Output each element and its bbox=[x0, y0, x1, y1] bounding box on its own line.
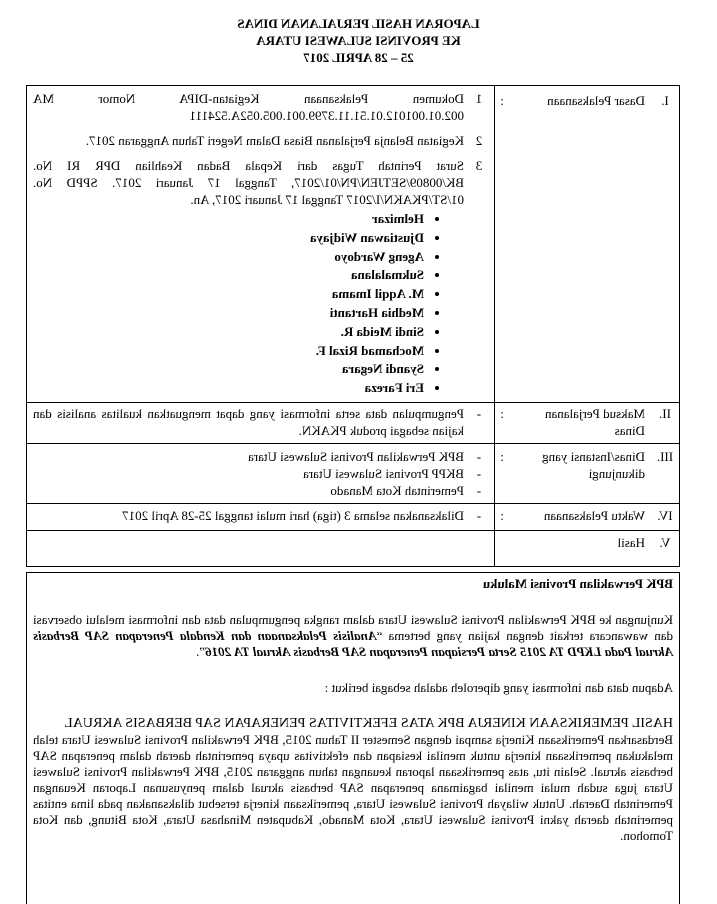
name-item: • Helmizar bbox=[33, 210, 424, 229]
paragraph: Berdasarkan Pemeriksaan Kinerja sampai dengan Semester II Tahun 2015, BPK Perwakilan Provinsi Sulawesi Utara telah melakukan pemeriksaan kinerja untuk menilai kesiapan dan efektivitas upaya pemerintah daerah dalam penerapan SAP berbasis akrual. Selain itu, atas pemeriksaan laporan keuangan tahun anggaran 2015, BPK Perwakilan Provinsi Sulawesi Utara juga sudah mulai menilai bagaimana penerapan SAP berbasis akrual dalam penyusunan Laporan Keuangan Pemerintah Daerah. Untuk wilayah Provinsi Sulawesi Utara, pemeriksaan kinerja tersebut dilaksanakan pada lima entitas pemerintah daerah yakni Provinsi Sulawesi Utara, Kota Manado, Kabupaten Minahasa Utara, Kota Bitung, dan Kota Tomohon. bbox=[33, 732, 673, 843]
name-item: • Sukmalalana bbox=[33, 266, 424, 285]
paragraph-text: ”. bbox=[196, 644, 206, 659]
row-label: Maksud Perjalanan Dinas bbox=[509, 402, 651, 443]
section-heading: BPK Perwakilan Provinsi Maluku bbox=[482, 576, 673, 591]
item-text: Dokumen Pelaksanaan Kegiatan-DIPA Nomor MA 002.01.001012.01.51.11.3799.001.005.052A.524111 bbox=[33, 91, 464, 123]
list-item bbox=[33, 465, 494, 482]
subheading: HASIL PEMERIKSAAN KINERJA BPK ATAS EFEKTIVITAS PENERAPAN SAP BERBASIS AKRUAL bbox=[64, 716, 673, 731]
row-label: Waktu Pelaksanaan bbox=[509, 503, 651, 530]
row-number: I. bbox=[651, 86, 680, 403]
row-waktu-pelaksanaan bbox=[27, 503, 680, 530]
row-hasil bbox=[27, 530, 680, 566]
dash: - bbox=[476, 482, 482, 498]
item-text: Surat Perintah Tugas dari Kepala Badan Keahlian DPR RI No. BK/00809/SETJEN/PN/01/2017, Tanggal 17 Januari 2017. SPPD No. 01/ST/PKAKN/I/2017 Tanggal 17 Januari 2017, An. bbox=[33, 158, 464, 207]
row-dinas-instansi bbox=[27, 443, 680, 503]
row-content bbox=[27, 503, 495, 530]
row-dasar-pelaksanaan bbox=[27, 86, 680, 403]
paragraph bbox=[33, 612, 673, 660]
item-text: BKPP Provinsi Sulawesi Utara bbox=[303, 465, 464, 481]
dash: - bbox=[476, 448, 482, 464]
dash: - bbox=[476, 507, 482, 523]
colon: : bbox=[495, 503, 510, 530]
list-item bbox=[33, 507, 494, 524]
list-item bbox=[33, 448, 494, 465]
row-maksud-perjalanan bbox=[27, 402, 680, 443]
colon: : bbox=[495, 86, 510, 403]
colon: : bbox=[495, 443, 510, 503]
report-table bbox=[26, 85, 680, 567]
name-item: • Mochamad Rizal F. bbox=[33, 342, 424, 361]
name-item: • Syandi Negara bbox=[33, 360, 424, 379]
item-number: 1 bbox=[475, 91, 483, 106]
name-item: • Djustiawan Widjaya bbox=[33, 229, 424, 248]
name-item: • Sindi Meida R. bbox=[33, 323, 424, 342]
colon: : bbox=[495, 402, 510, 443]
paragraph-text: Kunjungan ke BPK Perwakilan Provinsi Sulawesi Utara dalam rangka pengumpulan data dan informasi melalui observasi dan wawancara terkait dengan kajian yang bertema “ bbox=[33, 612, 673, 643]
dash: - bbox=[476, 405, 482, 421]
empty-cell bbox=[27, 530, 495, 566]
list-item bbox=[33, 90, 494, 124]
name-item: • M. Aqqil Imama bbox=[33, 285, 424, 304]
names-list bbox=[33, 210, 494, 398]
report-title bbox=[0, 15, 717, 66]
row-number: II. bbox=[651, 402, 680, 443]
list-item bbox=[33, 157, 494, 208]
item-number: 3 bbox=[475, 158, 483, 173]
hasil-body bbox=[26, 572, 680, 904]
empty-cell bbox=[495, 530, 510, 566]
title-line-2: KE PROVINSI SULAWESI UTARA bbox=[256, 33, 461, 48]
list-item bbox=[33, 482, 494, 499]
item-text: Dilaksanakan selama 3 (tiga) hari mulai tanggal 25-28 April 2017 bbox=[122, 507, 464, 523]
study-theme: Analisis Pelaksanaan dan Kendala Penerapan SAP Berbasis Akrual Pada LKPD TA 2015 Serta Persiapan Penerapan SAP Berbasis Akrual TA 2016 bbox=[33, 628, 673, 659]
title-line-1: LAPORAN HASIL PERJALANAN DINAS bbox=[237, 16, 480, 31]
name-item: • Medhia Hartanti bbox=[33, 304, 424, 323]
item-text: Pengumpulan data serta informasi yang dapat menguatkan kualitas analisis dan kajian sebagai produk PKAKN. bbox=[33, 405, 464, 438]
name-item: • Eri Fareza bbox=[33, 379, 424, 398]
list-item bbox=[33, 405, 494, 439]
row-content bbox=[27, 443, 495, 503]
row-number: IV. bbox=[651, 503, 680, 530]
item-text: Pemerintah Kota Manado bbox=[330, 482, 464, 498]
item-text: Kegiatan Belanja Perjalanan Biasa Dalam Negeri Tahun Anggaran 2017. bbox=[85, 133, 464, 148]
row-number: V. bbox=[651, 530, 680, 566]
row-number: III. bbox=[651, 443, 680, 503]
row-label: Dinas/Instansi yang dikunjungi bbox=[509, 443, 651, 503]
row-label: Hasil bbox=[509, 530, 651, 566]
item-text: BPK Perwakilan Provinsi Sulawesi Utara bbox=[248, 448, 464, 464]
row-content bbox=[27, 86, 495, 403]
paragraph: Adapun data dan informasi yang diperoleh adalah sebagai berikut : bbox=[324, 680, 673, 695]
row-content bbox=[27, 402, 495, 443]
list-item bbox=[33, 132, 494, 149]
row-label: Dasar Pelaksanaan bbox=[509, 86, 651, 403]
title-line-3: 25 – 28 APRIL 2017 bbox=[303, 50, 414, 65]
dash: - bbox=[476, 465, 482, 481]
item-number: 2 bbox=[475, 133, 483, 148]
name-item: • Ageng Wardoyo bbox=[33, 248, 424, 267]
